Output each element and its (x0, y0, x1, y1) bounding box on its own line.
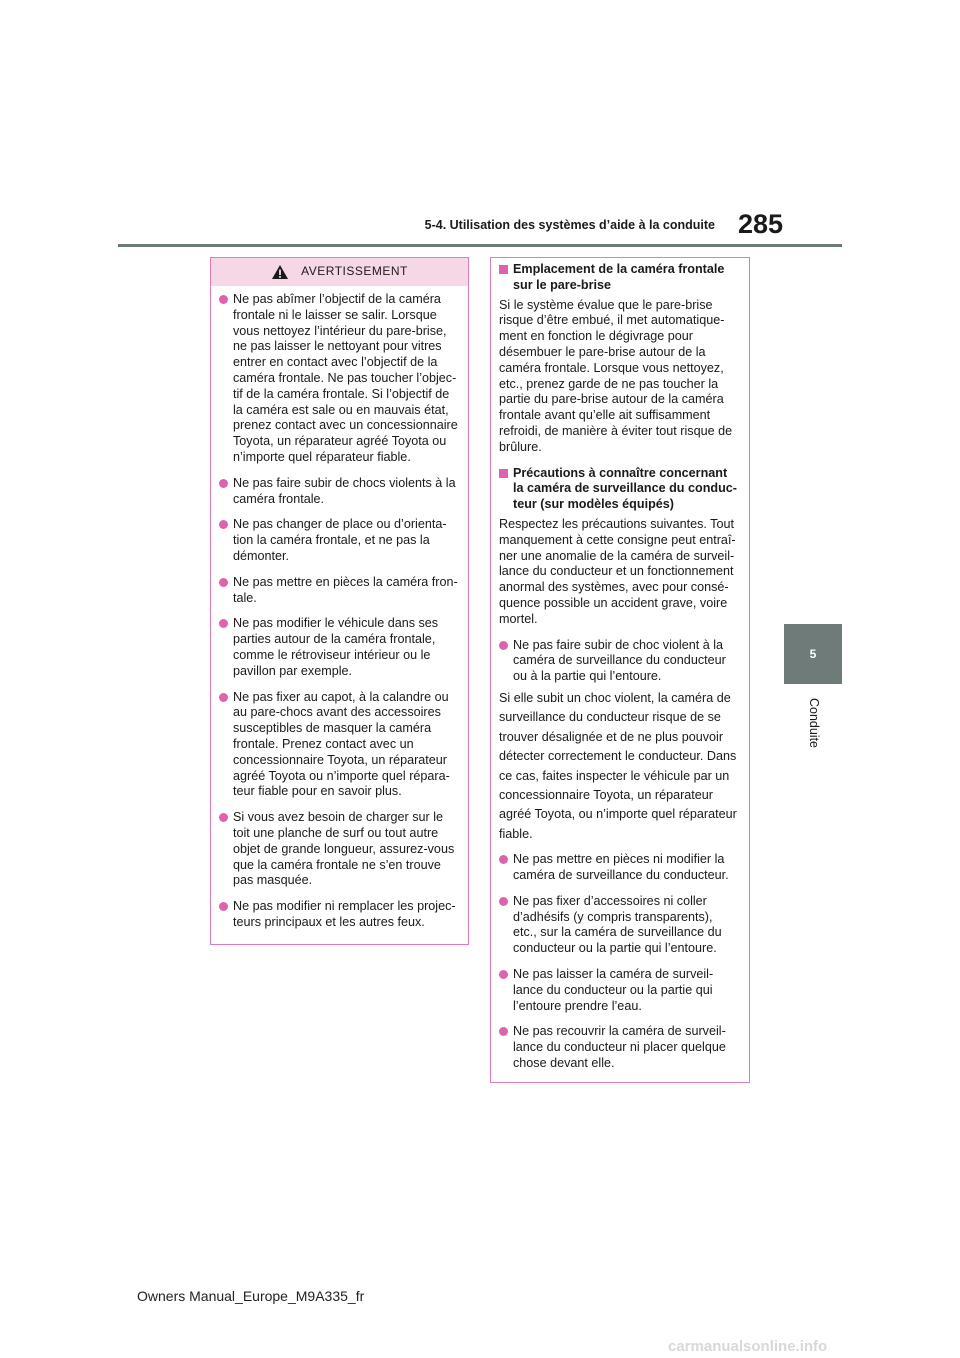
bullet-icon (219, 616, 233, 626)
list-item (499, 894, 741, 957)
list-item (499, 1024, 741, 1071)
list-item-text: Ne pas recouvrir la caméra de surveil- lance du conducteur ni placer quelque chose devant elle. (513, 1024, 726, 1070)
paragraph: Respectez les précautions suivantes. Tout manquement à cette consigne peut entraî- ner une anomalie de la caméra de surveil- lance du conducteur et un fonctionnement anormal des systèmes, avec pour consé- quence possible un accident grave, voire mortel. (499, 516, 736, 626)
bullet-icon (219, 292, 233, 302)
chapter-number: 5 (809, 647, 817, 661)
list-item-text: Ne pas modifier ni remplacer les projec- teurs principaux et les autres feux. (233, 899, 456, 929)
header-divider (118, 244, 842, 247)
chapter-label: Conduite (807, 697, 821, 749)
footer-manual-id: Owners Manual_Europe_M9A335_fr (137, 1288, 365, 1304)
info-box (490, 257, 750, 1083)
list-item-text: Si vous avez besoin de charger sur le toit une planche de surf ou tout autre objet de grande longueur, assurez-vous que la caméra frontale ne s’en trouve pas masquée. (233, 810, 455, 888)
list-item (219, 517, 460, 564)
list-item-text: Ne pas modifier le véhicule dans ses parties autour de la caméra frontale, comme le rétroviseur intérieur ou le pavillon par exemple. (233, 616, 439, 678)
list-item (219, 690, 460, 801)
bullet-icon (499, 894, 513, 904)
list-item (219, 899, 460, 931)
list-item (499, 967, 741, 1014)
watermark: carmanualsonline.info (668, 1338, 828, 1355)
list-item-text: Ne pas mettre en pièces la caméra fron- tale. (233, 574, 458, 605)
list-item (219, 810, 460, 889)
list-item-text: Ne pas faire subir de choc violent à la caméra de surveillance du conducteur ou à la partie qui l’entoure. (513, 637, 726, 684)
warning-triangle-icon (271, 264, 289, 280)
list-item (499, 638, 741, 685)
bullet-icon (499, 1024, 513, 1034)
section-title: 5-4. Utilisation des systèmes d’aide à la conduite (424, 218, 715, 232)
page-number: 285 (738, 209, 784, 239)
section-heading-text: Emplacement de la caméra frontale sur le pare-brise (513, 262, 725, 292)
paragraph: Si elle subit un choc violent, la caméra de surveillance du conducteur risque de se trouver désalignée et de ne plus pouvoir détecter correctement le conducteur. Dans ce cas, faites inspecter le véhicule par un concessionnaire Toyota, un réparateur agréé Toyota, ou n’importe quel réparateur fiable. (499, 690, 737, 841)
bullet-icon (219, 690, 233, 700)
list-item (219, 616, 460, 679)
warning-header (211, 258, 468, 286)
list-item (219, 476, 460, 508)
list-item-text: Ne pas faire subir de chocs violents à la caméra frontale. (233, 475, 456, 506)
bullet-icon (219, 810, 233, 820)
bullet-icon (219, 476, 233, 486)
section-heading (499, 262, 741, 294)
info-content (491, 258, 749, 1072)
list-item-text: Ne pas laisser la caméra de surveil- lance du conducteur ou la partie qui l’entoure prendre l’eau. (513, 966, 714, 1013)
list-item (499, 852, 741, 884)
list-item (219, 292, 460, 466)
list-item-text: Ne pas changer de place ou d’orienta- tion la caméra frontale, et ne pas la démonter. (233, 517, 447, 563)
square-bullet-icon (499, 262, 513, 294)
warning-box (210, 257, 469, 945)
bullet-icon (499, 967, 513, 977)
section-heading-text: Précautions à connaître concernant la caméra de surveillance du conduc- teur (sur modèles équipés) (513, 465, 737, 512)
list-item (219, 575, 460, 607)
warning-title: AVERTISSEMENT (301, 264, 408, 279)
bullet-icon (219, 575, 233, 585)
bullet-icon (219, 899, 233, 909)
list-item-text: Ne pas mettre en pièces ni modifier la caméra de surveillance du conducteur. (513, 852, 729, 882)
square-bullet-icon (499, 466, 513, 513)
list-item-text: Ne pas fixer au capot, à la calandre ou au pare-chocs avant des accessoires susceptibles de masquer la caméra frontale. Prenez contact avec un concessionnaire Toyota, un réparateur agréé Toyota ou n’importe quel répara- teur fiable pour en savoir plus. (233, 689, 450, 799)
warning-list (211, 286, 468, 931)
list-item-text: Ne pas abîmer l’objectif de la caméra frontale ni le laisser se salir. Lorsque vous nettoyez l’intérieur du pare-brise, ne pas laisser le nettoyant pour vitres entrer en contact avec l’objectif de la caméra frontale. Ne pas toucher l’objec- tif de la caméra frontale. Si l’objectif de la caméra est sale ou en mauvais état, prenez contact avec un concessionnaire Toyota, un réparateur agréé Toyota ou n’importe quel réparateur fiable. (233, 292, 458, 464)
bullet-icon (499, 638, 513, 648)
list-item-text: Ne pas fixer d’accessoires ni coller d’adhésifs (y compris transparents), etc., sur la caméra de surveillance du conducteur ou la partie qui l’entoure. (513, 893, 722, 956)
bullet-icon (219, 517, 233, 527)
section-heading (499, 466, 741, 513)
paragraph: Si le système évalue que le pare-brise risque d’être embué, il met automatique- ment en fonction le dégivrage pour désembuer le pare-brise autour de la caméra frontale. Lorsque vous nettoyez, etc., prenez garde de ne pas toucher la partie du pare-brise autour de la caméra frontale avant qu’elle ait suffisamment refroidi, de manière à éviter tout risque de brûlure. (499, 297, 733, 454)
bullet-icon (499, 852, 513, 862)
